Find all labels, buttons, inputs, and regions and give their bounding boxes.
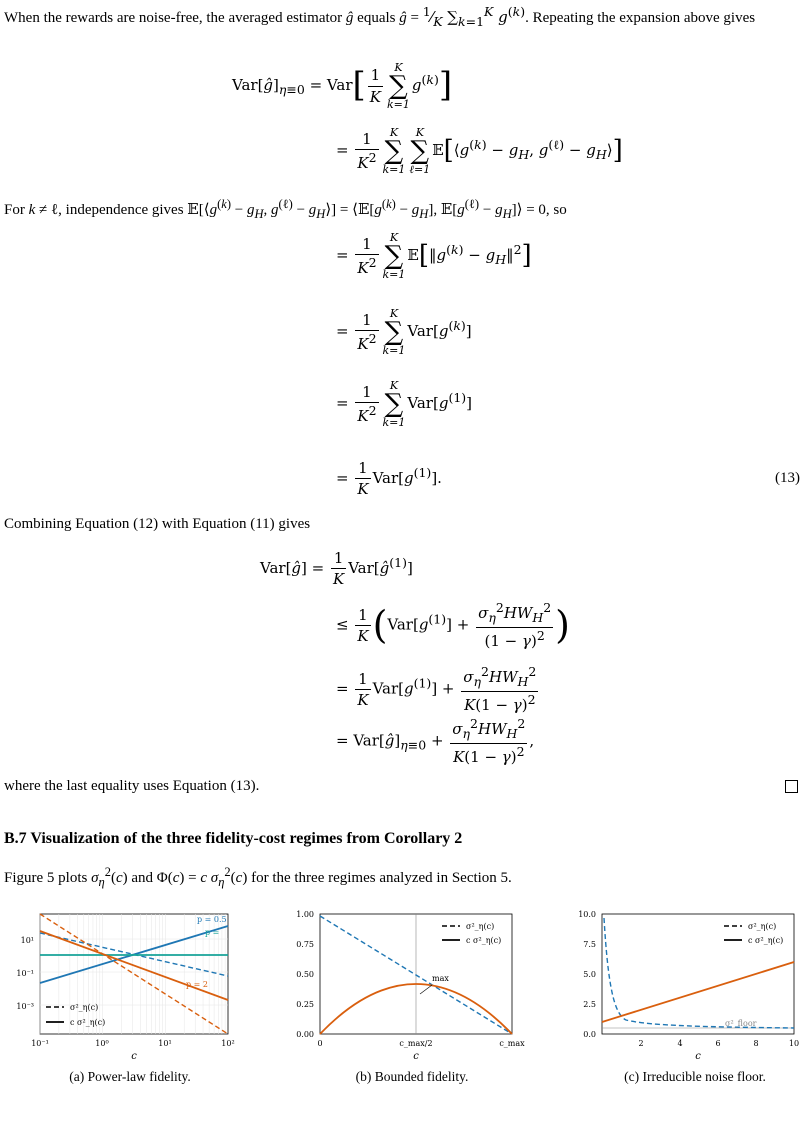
paragraph-figure-intro: Figure 5 plots $\sigma_\eta^2(c)$ and Φ(c) = c $\sigma_\eta^2(c)$ for the three regimes analyzed in Section 5. xyxy=(4,865,512,889)
chart-b-legend-0: σ²_η(c) xyxy=(466,922,495,931)
equation-combined-line4: = $Var[ĝ]_{\eta\equiv 0}$ + $\frac{\sigma_\eta^2HW_H^2}{K(1 - \gamma)^2}$ , xyxy=(336,716,535,766)
chart-a-ytick-1: 10⁻¹ xyxy=(16,969,34,978)
chart-b-annotation-arrow xyxy=(420,985,432,994)
equation-chain-line2: = $\frac{1}{K^2}$ K ∑ k=1 $Var[g^{(k)}]$ xyxy=(336,307,472,357)
chart-a-label-p1: p = xyxy=(205,928,220,937)
caption-c: (c) Irreducible noise floor. xyxy=(624,1069,766,1084)
chart-b-ytick-3: 0.75 xyxy=(296,940,314,949)
equation-chain-line4: = $\frac{1}{K}$ $Var[g^{(1)}]$. xyxy=(336,459,442,499)
chart-b-legend-1: c σ²_η(c) xyxy=(466,936,502,945)
chart-b-xtick-2: c_max xyxy=(499,1039,525,1048)
chart-c-ytick-4: 10.0 xyxy=(578,910,596,919)
chart-a-xtick-3: 10² xyxy=(221,1039,235,1048)
equation-chain-line3: = $\frac{1}{K^2}$ K ∑ k=1 $Var[g^{(1)}]$ xyxy=(336,379,473,429)
chart-a-series-p2-phi xyxy=(40,931,228,1000)
chart-b-ytick-1: 0.25 xyxy=(296,1000,314,1009)
chart-b-ytick-0: 0.00 xyxy=(296,1030,314,1039)
chart-c-legend-0: σ²_η(c) xyxy=(748,922,777,931)
chart-c-ytick-2: 5.0 xyxy=(583,970,596,979)
chart-power-law xyxy=(0,906,240,1061)
chart-c-xtick-4: 10 xyxy=(788,1039,800,1048)
chart-b-annotation: max xyxy=(432,974,449,983)
paragraph-independence: For k ≠ ℓ, independence gives $𝔼[⟨g^{(k)} - g_H$, $g^{(\ell)}$ − $g_H⟩$] = $⟨𝔼[g^{(k)} - g_H]$, $𝔼[g^{(\ell)}$ − $g_H]⟩ = 0$, so xyxy=(4,197,567,221)
equation-combined-line3: = $\frac{1}{K}$ $Var[g^{(1)}]$ + $\frac{\sigma_\eta^2HW_H^2}{K(1 - \gamma)^2}$ xyxy=(336,664,537,714)
chart-a-xtick-0: 10⁻¹ xyxy=(31,1039,49,1048)
chart-a-xlabel: c xyxy=(131,1051,137,1062)
chart-c-dashed-series xyxy=(604,918,794,1028)
paragraph-combining: Combining Equation (12) with Equation (11) gives xyxy=(4,516,311,532)
chart-c-legend-1: c σ²_η(c) xyxy=(748,936,784,945)
chart-a-label-p05: p = 0.5 xyxy=(197,915,227,924)
paragraph-noise-free: When the rewards are noise-free, the averaged estimator ĝ equals ĝ = $^1⁄_K$ $\sum_{k=1}^K$ $g^{(k)}$. Repeating the expansion above gives xyxy=(4,4,756,29)
caption-a: (a) Power-law fidelity. xyxy=(69,1069,191,1084)
equation-number-13: (13) xyxy=(775,470,800,486)
chart-a-legend-0: σ²_η(c) xyxy=(70,1003,99,1012)
section-heading-b7: B.7 Visualization of the three fidelity-cost regimes from Corollary 2 xyxy=(4,830,463,847)
chart-c-annotation: σ²_floor xyxy=(725,1019,757,1028)
chart-c-xtick-3: 8 xyxy=(753,1039,759,1048)
equation-var-noise-free-line1: $Var[ĝ]_{\eta\equiv 0} = Var$[ $\frac{1}{K}$ K ∑ k=1 $g^{(k)}$] xyxy=(232,61,453,111)
chart-a-ytick-0: 10¹ xyxy=(20,936,34,945)
chart-a-xtick-1: 10⁰ xyxy=(95,1039,109,1048)
chart-c-ytick-3: 7.5 xyxy=(583,940,596,949)
chart-c-xlabel: c xyxy=(695,1051,701,1062)
paragraph-last-equality: where the last equality uses Equation (13). xyxy=(4,778,260,794)
chart-c-ytick-0: 0.0 xyxy=(583,1030,596,1039)
chart-bounded xyxy=(282,906,525,1062)
equation-var-noise-free-line2: = $\frac{1}{K^2}$ K ∑ k=1 K ∑ ℓ=1 $𝔼[⟨g^{(k)} - g_H$, $g^{(\ell)}$ − $g_H⟩$] xyxy=(336,126,623,176)
chart-c-frame xyxy=(602,914,794,1034)
equation-combined-line2: ≤ $\frac{1}{K}$ ($Var[g^{(1)}]$ + $\frac{\sigma_\eta^2HW_H^2}{(1 - \gamma)^2}$ ) xyxy=(336,600,570,650)
chart-b-xlabel: c xyxy=(413,1051,419,1062)
chart-b-xtick-0: 0 xyxy=(317,1039,323,1048)
chart-c-xtick-0: 2 xyxy=(638,1039,644,1048)
chart-noise-floor xyxy=(560,906,804,1061)
chart-a-legend-1: c σ²_η(c) xyxy=(70,1018,106,1027)
chart-c-ytick-1: 2.5 xyxy=(583,1000,596,1009)
chart-b-ytick-2: 0.50 xyxy=(296,970,314,979)
chart-a-ytick-2: 10⁻³ xyxy=(16,1002,34,1011)
chart-b-ytick-4: 1.00 xyxy=(296,910,314,919)
chart-a-xtick-2: 10¹ xyxy=(158,1039,172,1048)
caption-b: (b) Bounded fidelity. xyxy=(355,1069,469,1084)
chart-c-xtick-1: 4 xyxy=(677,1039,683,1048)
chart-a-label-p2: p = 2 xyxy=(186,980,208,989)
equation-combined-line1: Var[ĝ] = $\frac{1}{K}$ $Var[ĝ^{(1)}]$ xyxy=(260,549,413,589)
chart-c-xtick-2: 6 xyxy=(715,1039,721,1048)
chart-b-xtick-1: c_max/2 xyxy=(399,1039,433,1048)
equation-chain-line1: = $\frac{1}{K^2}$ K ∑ k=1 $𝔼[‖g^{(k)}$ − $g_H‖^2$] xyxy=(336,231,532,281)
chart-c-solid-series xyxy=(602,962,794,1022)
qed-box-icon xyxy=(785,780,798,793)
